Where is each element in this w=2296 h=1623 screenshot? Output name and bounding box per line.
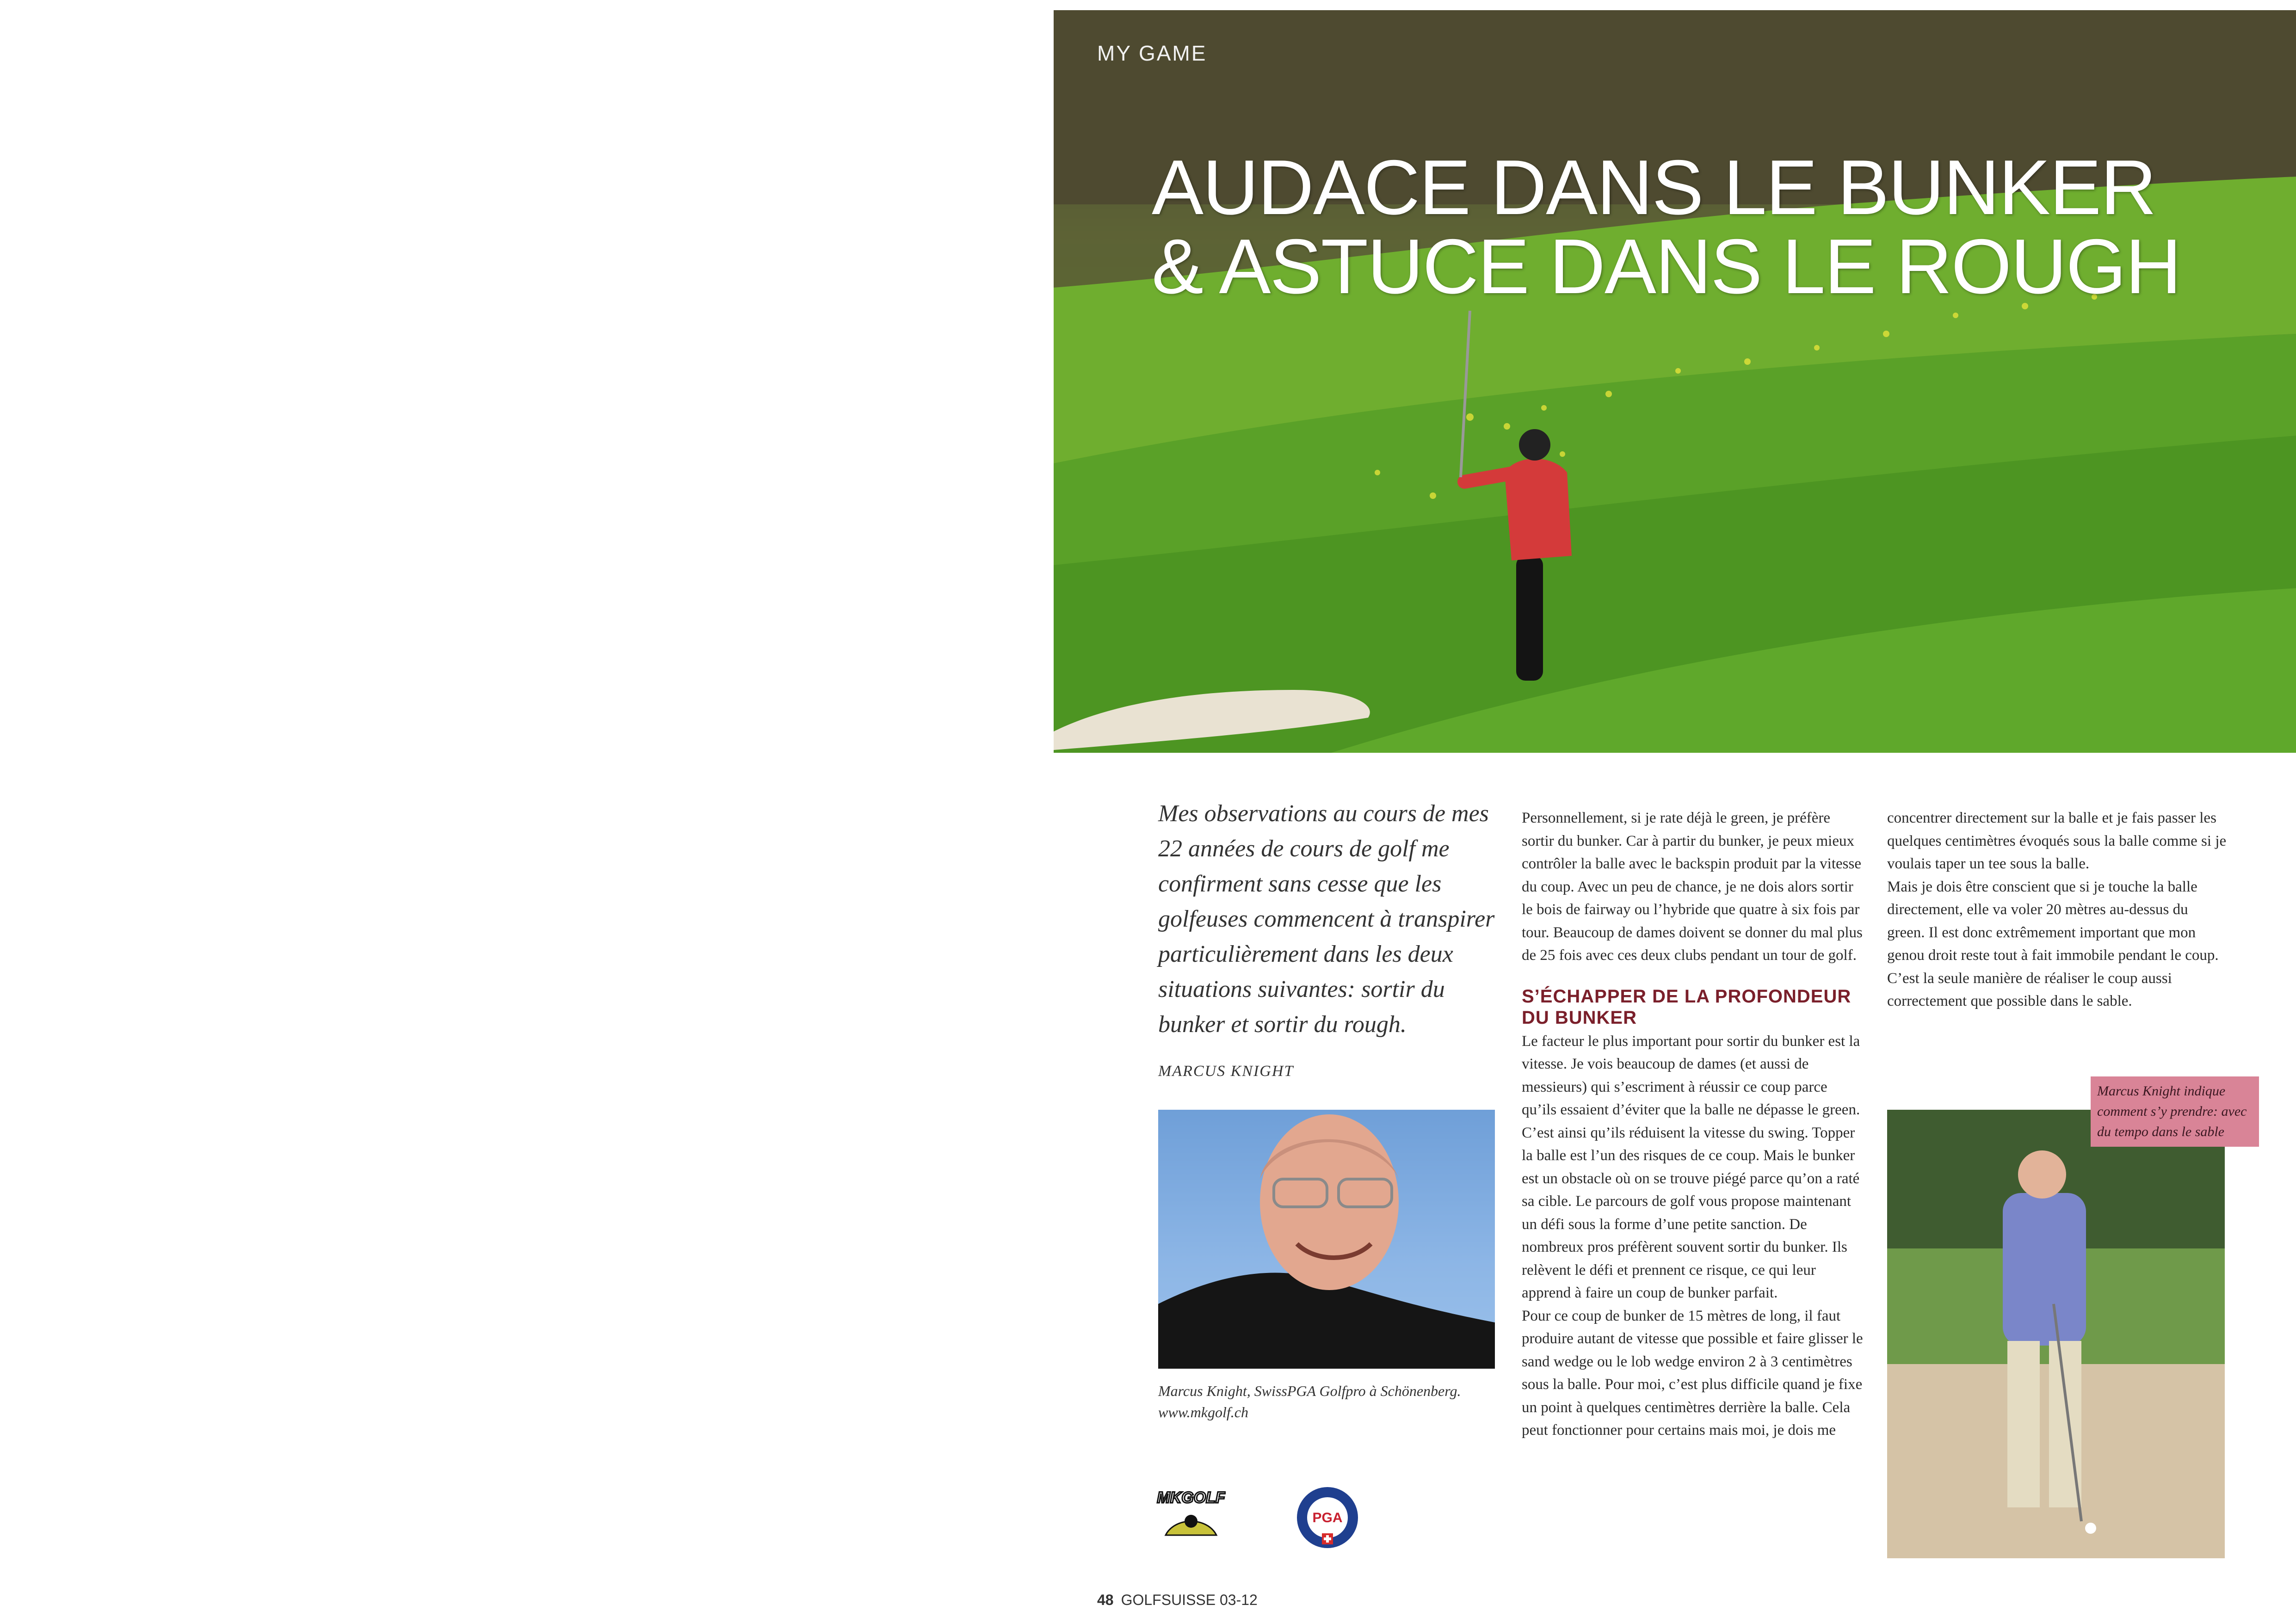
body-paragraph: Le facteur le plus important pour sortir du bunker est la vitesse. Je vois beaucoup de dames (et aussi de messieurs) qui s’escriment à réussir ce coup parce qu’ils essaient d’éviter que la balle ne dépasse le green. C’est ainsi qu’ils réduisent la vitesse du swing. Topper la balle est l’un des risques de ce coup. Mais le bunker est un obstacle où on se trouve piégé parce qu’on a raté sa cible. Le parcours de golf vous propose maintenant un défi sous la forme d’une petite sanction. De nombreux pros préfèrent souvent sortir du bunker. Ils relèvent le défi et prennent ce risque, ce qui leur apprend à faire un coup de bunker parfait. bbox=[1522, 1033, 1860, 1301]
headline bbox=[1152, 144, 2262, 310]
svg-text:PGA: PGA bbox=[1312, 1510, 1343, 1525]
author-byline: MARCUS KNIGHT bbox=[1158, 1063, 1294, 1080]
pga-logo bbox=[1295, 1485, 1360, 1550]
page-number: 48 bbox=[1097, 1592, 1114, 1608]
body-paragraph: concentrer directement sur la balle et je fais passer les quelques centimètres évoqués sous la balle comme si je voulais taper un tee sous la balle. bbox=[1887, 810, 2227, 872]
mkgolf-logo-graphic bbox=[1156, 1484, 1226, 1549]
author-portrait bbox=[1158, 1110, 1495, 1369]
hero-photo bbox=[1054, 10, 2296, 753]
pga-logo-graphic bbox=[1295, 1485, 1360, 1550]
page-footer bbox=[1097, 1592, 1258, 1609]
section-tag: MY GAME bbox=[1097, 41, 1207, 65]
headline-line-1: AUDACE DANS LE BUNKER bbox=[1152, 144, 2156, 231]
bunker-shot-illustration bbox=[1887, 1110, 2225, 1558]
mkgolf-logo bbox=[1156, 1484, 1226, 1549]
portrait-illustration bbox=[1158, 1110, 1495, 1369]
issue-label: GOLFSUISSE 03-12 bbox=[1121, 1592, 1258, 1608]
svg-text:MKGOLF: MKGOLF bbox=[1157, 1489, 1225, 1506]
intro-paragraph: Mes observations au cours de mes 22 années de cours de golf me confirment sans cesse que les golfeuses commencent à transpirer particulièrement dans les deux situations suivantes: sortir du bunker et sortir du rough. bbox=[1158, 800, 1495, 1038]
bunker-shot-photo bbox=[1887, 1110, 2225, 1558]
body-column-1 bbox=[1522, 807, 1864, 1442]
blank-left-page bbox=[0, 0, 1050, 1623]
portrait-caption: Marcus Knight, SwissPGA Golfpro à Schönenberg. www.mkgolf.ch bbox=[1158, 1383, 1461, 1420]
body-paragraph: Pour ce coup de bunker de 15 mètres de long, il faut produire autant de vitesse que possible et faire glisser le sand wedge ou le lob wedge environ 2 à 3 centimètres sous la balle. Pour moi, c’est plus difficile quand je fixe un point à quelques centimètres derrière la balle. Cela peut fonctionner pour certains mais moi, je dois me bbox=[1522, 1307, 1863, 1439]
headline-line-2: & ASTUCE DANS LE ROUGH bbox=[1152, 223, 2181, 310]
subheading: S’ÉCHAPPER DE LA PROFONDEUR DU BUNKER bbox=[1522, 986, 1852, 1028]
body-paragraph: Mais je dois être conscient que si je touche la balle directement, elle va voler 20 mètres au-dessus du green. Il est donc extrêmement important que mon genou droit reste tout à fait immobile pendant le coup. C’est la seule manière de réaliser le coup aussi correctement que possible dans le sable. bbox=[1887, 878, 2219, 1009]
hero-photo-illustration bbox=[1054, 10, 2296, 753]
body-paragraph: Personnellement, si je rate déjà le green, je préfère sortir du bunker. Car à partir du bunker, je peux mieux contrôler la balle avec le backspin produit par la vitesse du coup. Avec un peu de chance, je ne dois alors sortir le bois de fairway ou l’hybride que quatre à six fois par tour. Beaucoup de dames doivent se donner du mal plus de 25 fois avec ces deux clubs pendant un tour de golf. bbox=[1522, 810, 1863, 964]
body-column-2 bbox=[1887, 807, 2229, 1013]
photo-callout: Marcus Knight indique comment s’y prendre: avec du tempo dans le sable bbox=[2091, 1076, 2259, 1147]
